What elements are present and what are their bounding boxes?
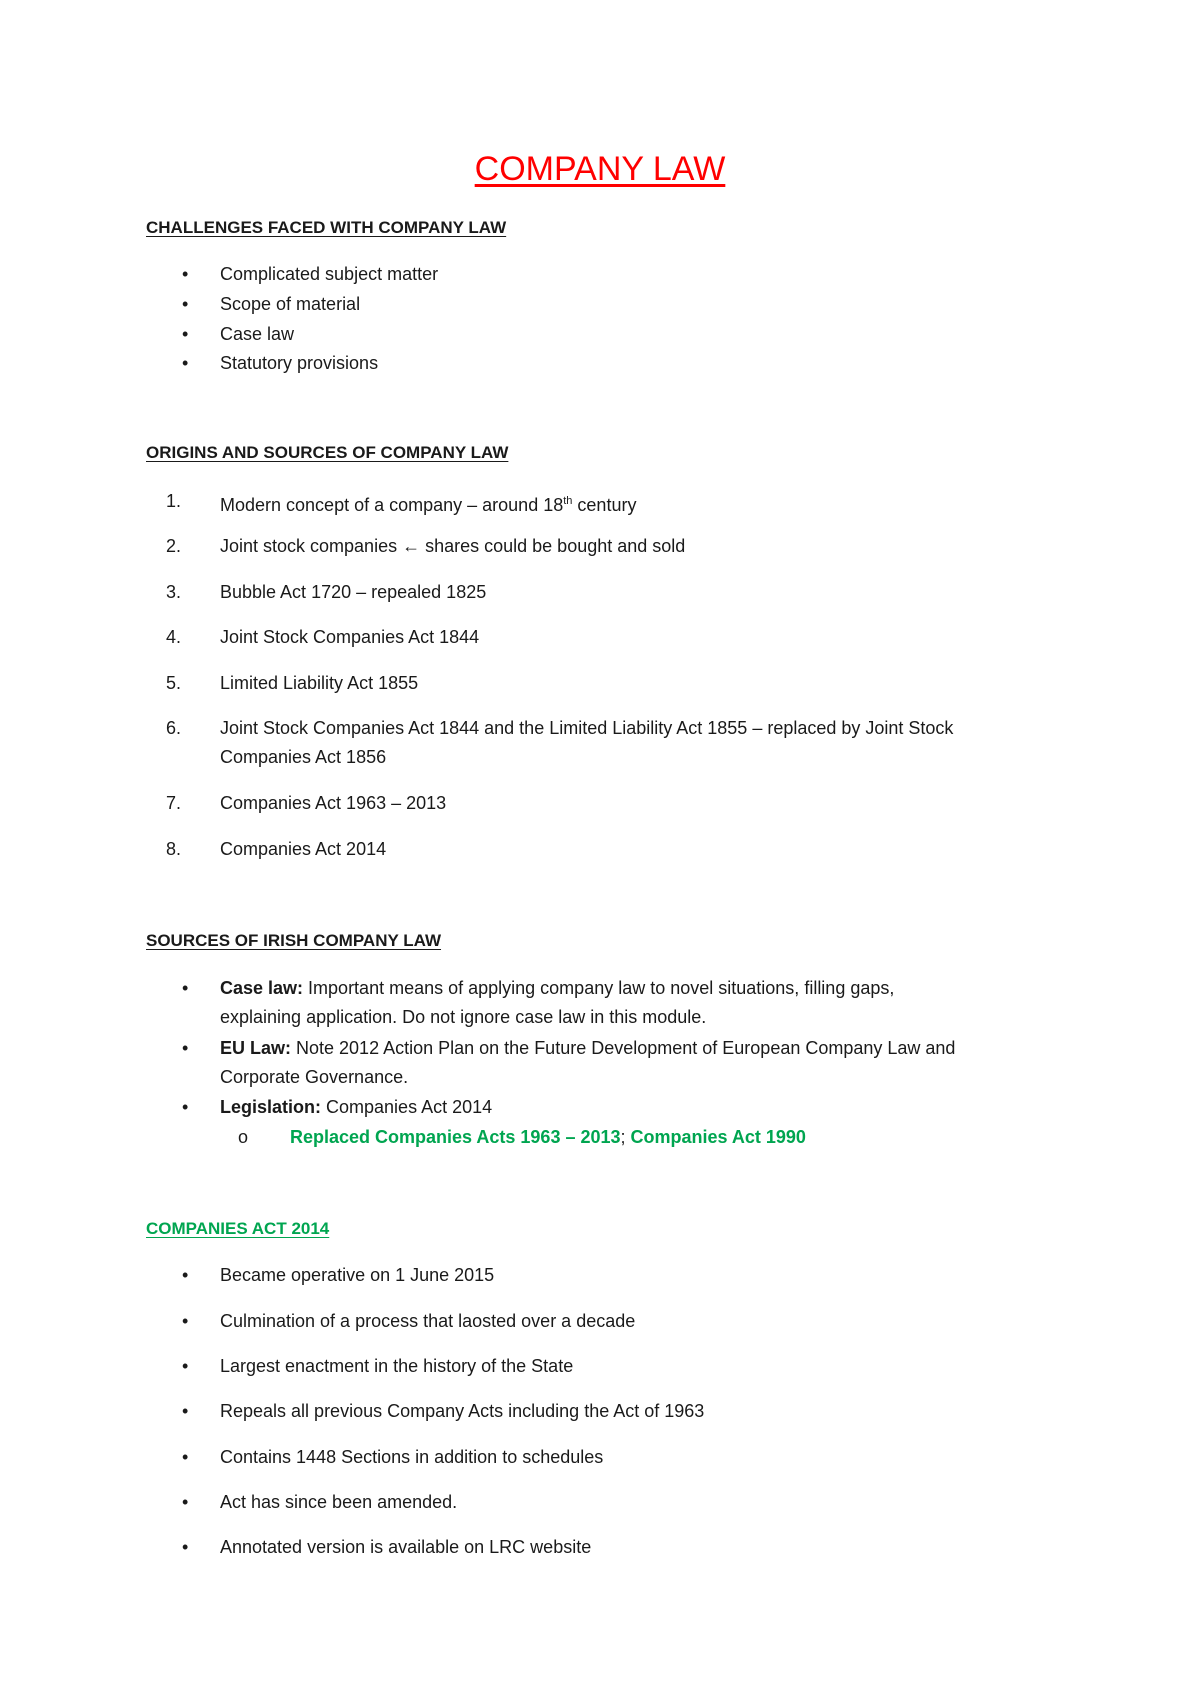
list-item: • Legislation: Companies Act 2014 <box>186 1093 1036 1122</box>
list-item: 1. Modern concept of a company – around 18th century <box>166 491 637 515</box>
list-item: • Case law: Important means of applying company law to novel situations, filling gaps, explaining application. Do not ignore case law in this module. <box>186 974 1036 1032</box>
bullet-icon: • <box>182 1265 189 1285</box>
list-item: 5. Limited Liability Act 1855 <box>166 673 419 693</box>
list-item: 8. Companies Act 2014 <box>166 839 387 859</box>
bullet-icon: • <box>182 294 189 314</box>
list-item: 7. Companies Act 1963 – 2013 <box>166 793 447 813</box>
list-item: • Case law <box>186 320 1036 349</box>
origins-heading: ORIGINS AND SOURCES OF COMPANY LAW <box>146 443 509 462</box>
bullet-icon: • <box>182 1537 189 1557</box>
sub-list-item: o Replaced Companies Acts 1963 – 2013; Companies Act 1990 <box>244 1123 760 1152</box>
list-item: • Largest enactment in the history of the State <box>186 1352 1036 1381</box>
irish-sources-heading: SOURCES OF IRISH COMPANY LAW <box>146 931 442 950</box>
bullet-icon: • <box>182 264 189 284</box>
list-item: 3. Bubble Act 1720 – repealed 1825 <box>166 582 487 602</box>
bullet-icon: • <box>182 1097 189 1117</box>
list-item: • Scope of material <box>186 290 1036 319</box>
list-item: • Contains 1448 Sections in addition to schedules <box>186 1443 1036 1472</box>
list-item: • Complicated subject matter <box>186 260 1036 289</box>
document-title: COMPANY LAW <box>474 150 726 188</box>
bullet-icon: • <box>182 1447 189 1467</box>
bullet-icon: • <box>182 1401 189 1421</box>
bullet-icon: • <box>182 353 189 373</box>
list-item: • Statutory provisions <box>186 349 1036 378</box>
circle-bullet-icon: o <box>238 1127 249 1147</box>
bullet-icon: • <box>182 1356 189 1376</box>
list-item: 4. Joint Stock Companies Act 1844 <box>166 627 480 647</box>
bullet-icon: • <box>182 1038 189 1058</box>
bullet-icon: • <box>182 1492 189 1512</box>
left-arrow-icon: ← <box>402 536 421 556</box>
bullet-icon: • <box>182 1311 189 1331</box>
bullet-icon: • <box>182 324 189 344</box>
list-item: • EU Law: Note 2012 Action Plan on the Future Development of European Company Law and Corporate Governance. <box>186 1034 1036 1092</box>
list-item: • Act has since been amended. <box>186 1488 1036 1517</box>
list-item: • Repeals all previous Company Acts including the Act of 1963 <box>186 1397 1036 1426</box>
act-2014-heading: COMPANIES ACT 2014 <box>146 1219 330 1238</box>
challenges-heading: CHALLENGES FACED WITH COMPANY LAW <box>146 218 507 237</box>
list-item: • Became operative on 1 June 2015 <box>186 1261 1036 1290</box>
list-item: 2. Joint stock companies ← shares could be bought and sold <box>166 536 686 556</box>
list-item: • Culmination of a process that laosted over a decade <box>186 1307 1036 1336</box>
bullet-icon: • <box>182 978 189 998</box>
list-item: 6. Joint Stock Companies Act 1844 and the Limited Liability Act 1855 – replaced by Joint Stock Companies Act 1856 <box>166 718 954 767</box>
list-item: • Annotated version is available on LRC website <box>186 1533 1036 1562</box>
